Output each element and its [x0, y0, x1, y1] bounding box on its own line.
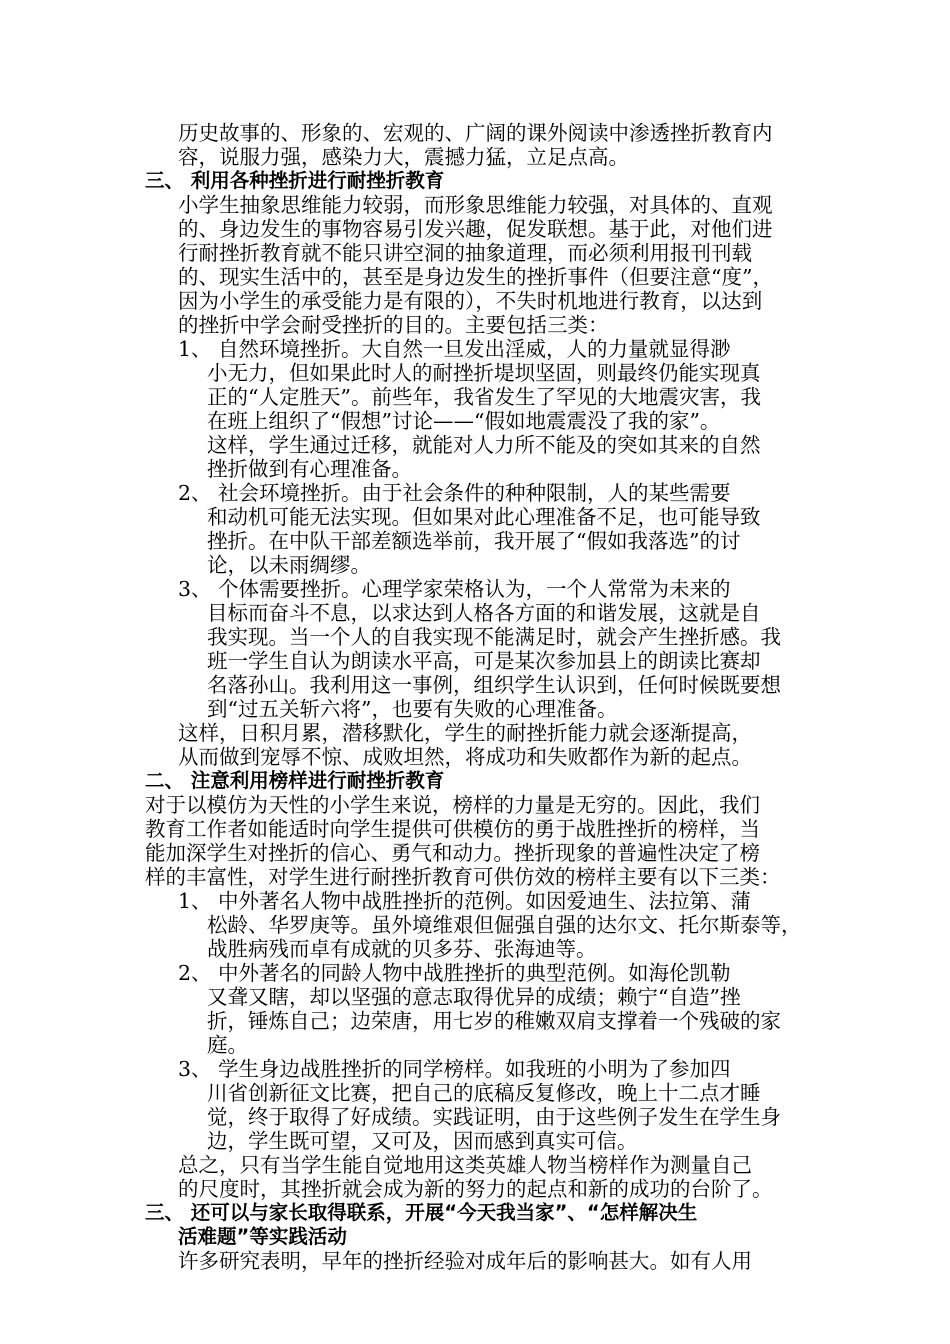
text-line: 1、 自然环境挫折。大自然一旦发出淫威，人的力量就显得渺 [178, 337, 731, 361]
text-line: 1、 中外著名人物中战胜挫折的范例。如因爱迪生、法拉第、蒲 [178, 889, 752, 913]
section-heading: 活难题”等实践活动 [178, 1225, 347, 1248]
section-heading: 三、 利用各种挫折进行耐挫折教育 [145, 169, 445, 192]
text-line: 边，学生既可望，又可及，因而感到真实可信。 [207, 1129, 638, 1153]
text-line: 正的“人定胜天”。前些年，我省发生了罕见的大地震灾害，我 [207, 385, 761, 409]
text-line: 2、 中外著名的同龄人物中战胜挫折的典型范例。如海伦凯勒 [178, 961, 731, 985]
text-line: 挫折。在中队干部差额选举前，我开展了“假如我落选”的讨 [207, 529, 741, 553]
text-line: 容，说服力强，感染力大，震撼力猛，立足点高。 [178, 145, 629, 169]
text-line: 庭。 [207, 1033, 248, 1057]
text-line: 总之，只有当学生能自觉地用这类英雄人物当榜样作为测量自己 [178, 1153, 752, 1177]
text-line: 对于以模仿为天性的小学生来说，榜样的力量是无穷的。因此，我们 [145, 793, 760, 817]
text-line: 我实现。当一个人的自我实现不能满足时，就会产生挫折感。我 [207, 625, 781, 649]
text-line: 这样，学生通过迁移，就能对人力所不能及的突如其来的自然 [207, 433, 761, 457]
text-line: 到“过五关斩六将”，也要有失败的心理准备。 [207, 697, 618, 721]
text-line: 的、身边发生的事物容易引发兴趣，促发联想。基于此，对他们进 [178, 217, 773, 241]
text-line: 挫折做到有心理准备。 [207, 457, 412, 481]
text-line: 的挫折中学会耐受挫折的目的。主要包括三类： [178, 313, 609, 337]
text-line: 2、 社会环境挫折。由于社会条件的种种限制，人的某些需要 [178, 481, 731, 505]
text-line: 行耐挫折教育就不能只讲空洞的抽象道理，而必须利用报刊刊载 [178, 241, 752, 265]
text-line: 这样，日积月累，潜移默化，学生的耐挫折能力就会逐渐提高， [178, 721, 752, 745]
text-line: 样的丰富性，对学生进行耐挫折教育可供仿效的榜样主要有以下三类： [145, 865, 781, 889]
text-line: 教育工作者如能适时向学生提供可供模仿的勇于战胜挫折的榜样，当 [145, 817, 760, 841]
text-line: 论，以未雨绸缪。 [207, 553, 371, 577]
section-heading: 三、 还可以与家长取得联系，开展“今天我当家”、“怎样解决生 [145, 1201, 698, 1224]
text-line: 觉，终于取得了好成绩。实践证明，由于这些例子发生在学生身 [207, 1105, 781, 1129]
text-line: 名落孙山。我利用这一事例，组织学生认识到，任何时候既要想 [207, 673, 781, 697]
text-line: 能加深学生对挫折的信心、勇气和动力。挫折现象的普遍性决定了榜 [145, 841, 760, 865]
text-line: 小学生抽象思维能力较弱，而形象思维能力较强，对具体的、直观 [178, 193, 773, 217]
text-line: 历史故事的、形象的、宏观的、广阔的课外阅读中渗透挫折教育内 [178, 121, 773, 145]
text-line: 松龄、华罗庚等。虽外境维艰但倔强自强的达尔文、托尔斯泰等， [207, 913, 802, 937]
text-line: 因为小学生的承受能力是有限的），不失时机地进行教育，以达到 [178, 289, 763, 313]
text-line: 班一学生自认为朗读水平高，可是某次参加县上的朗读比赛却 [207, 649, 761, 673]
text-line: 折，锤炼自己；边荣唐，用七岁的稚嫩双肩支撑着一个残破的家 [207, 1009, 781, 1033]
text-line: 许多研究表明，早年的挫折经验对成年后的影响甚大。如有人用 [178, 1249, 752, 1273]
text-line: 3、 个体需要挫折。心理学家荣格认为，一个人常常为未来的 [178, 577, 731, 601]
text-line: 川省创新征文比赛，把自己的底稿反复修改，晚上十二点才睡 [207, 1081, 761, 1105]
text-line: 从而做到宠辱不惊、成败坦然，将成功和失败都作为新的起点。 [178, 745, 752, 769]
text-line: 战胜病残而卓有成就的贝多芬、张海迪等。 [207, 937, 597, 961]
text-line: 又聋又瞎，却以坚强的意志取得优异的成绩；赖宁“自造”挫 [207, 985, 741, 1009]
text-line: 的尺度时，其挫折就会成为新的努力的起点和新的成功的台阶了。 [178, 1177, 773, 1201]
text-line: 3、 学生身边战胜挫折的同学榜样。如我班的小明为了参加四 [178, 1057, 731, 1081]
text-line: 在班上组织了“假想”讨论——“假如地震震没了我的家”。 [207, 409, 721, 433]
text-line: 的、现实生活中的，甚至是身边发生的挫折事件（但要注意“度”， [178, 265, 773, 289]
text-line: 和动机可能无法实现。但如果对此心理准备不足，也可能导致 [207, 505, 761, 529]
text-line: 小无力，但如果此时人的耐挫折堤坝坚固，则最终仍能实现真 [207, 361, 761, 385]
text-line: 目标而奋斗不息，以求达到人格各方面的和谐发展，这就是自 [207, 601, 761, 625]
section-heading: 二、 注意利用榜样进行耐挫折教育 [145, 769, 445, 792]
